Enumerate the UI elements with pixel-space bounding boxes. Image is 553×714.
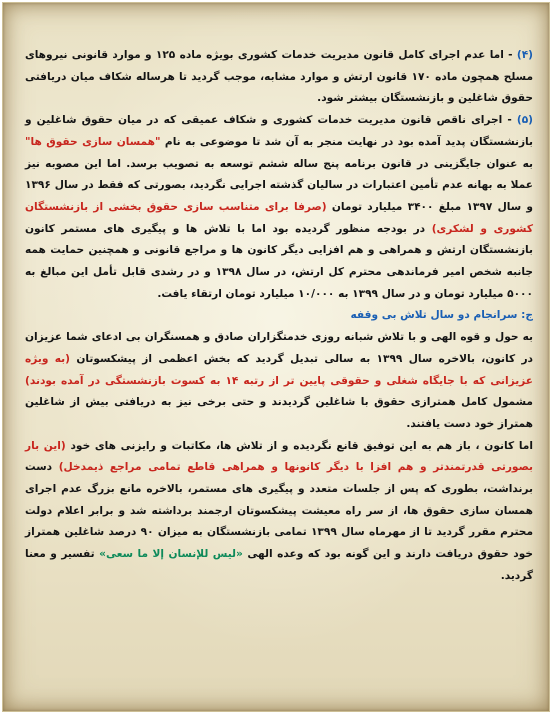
highlighted-text: (صرفا برای متناسب سازی حقوق بخشی از بازنشستگان کشوری و لشکری): [25, 200, 533, 235]
highlighted-text: "همسان سازی حقوق ها": [25, 135, 161, 148]
paragraph-text: تفسیر و معنا گردید.: [25, 548, 533, 582]
highlighted-text: (این بار بصورتی قدرتمندتر و هم افزا با دیگر کانونها و همراهی قاطع تمامی مراجع ذیمدخل): [25, 439, 533, 474]
document-page: [2, 2, 550, 712]
paragraph-pj: [25, 305, 533, 327]
paragraph-text: دست برنداشت، بطوری که پس از جلسات متعدد و پیگیری های مستمر، بالاخره مانع بزرگ عدم اجرای همسان سازی حقوق ها، از سر راه معیشت پیشکسوتان ارجمند برداشته شد و برابر اعلام دولت محترم مقرر گردید تا از مهرماه سال ۱۳۹۹ تمامی بازنشستگان به میزان ۹۰ درصد شاغلین همتراز خود حقوق دریافت دارند و این گونه بود که وعده الهی: [25, 461, 534, 561]
document-body: [25, 45, 533, 588]
paragraph-text: در بودجه منظور گردیده بود اما با تلاش ها و پیگیری های مستمر کانون بازنشستگان ارتش و همراهی و هم افزایی دیگر کانون ها و مراجع قانونی و همچنین حمایت همه جانبه شخص امیر فرماندهی محترم کل ارتش، در سال ۱۳۹۸ و در رشدی قابل تأمل این مبالغ به ۵۰۰۰ میلیارد تومان و در سال ۱۳۹۹ به ۱۰/۰۰۰ میلیارد تومان ارتقاء یافت.: [25, 222, 533, 300]
item-number: (۵): [516, 114, 533, 127]
paragraph-p7: [25, 436, 533, 588]
item-number: (۴): [516, 49, 533, 61]
paragraph-text: - اجرای ناقص قانون مدیریت خدمات کشوری و شکاف عمیقی که در میان حقوق شاغلین و بازنشستگان پدید آمده بود در نهایت منجر به آن شد تا موضوعی به نام: [25, 114, 534, 148]
paragraph-p6: [25, 327, 533, 436]
highlighted-text: «لیس للإنسان إلا ما سعی»: [99, 548, 243, 561]
paragraph-text: اما کانون ، باز هم به این توفیق قانع نگردیده و از تلاش ها، مکاتبات و رایزنی های خود: [65, 439, 533, 452]
paragraph-text: مشمول کامل همترازی حقوق با شاغلین گردیدند و حتی برخی نیز به دریافتی بیش از شاغلین همتراز خود دست یافتند.: [25, 396, 533, 430]
paragraph-text: - اما عدم اجرای کامل قانون مدیریت خدمات کشوری بویژه ماده ۱۲۵ و موارد قانونی نیروهای مسلح همچون ماده ۱۷۰ قانون ارتش و موارد مشابه، موجب گردید تا هرساله شکاف میان دریافتی حقوق شاغلین و بازنشستگان بیشتر شود.: [25, 49, 533, 105]
highlighted-text: ج: سرانجام دو سال تلاش بی وقفه: [350, 309, 533, 322]
paragraph-p5: [25, 110, 533, 305]
paragraph-text: به حول و قوه الهی و با تلاش شبانه روزی خدمتگزاران صادق و همسنگران بی ادعای شما عزیزان در کانون، بالاخره سال ۱۳۹۹ به سالی تبدیل گردید که بخش اعظمی از پیشکسوتان: [25, 331, 533, 365]
paragraph-text: به عنوان جایگزینی در قانون برنامه پنج ساله ششم توسعه به تصویب برسد. اما این مصوبه نیز عملا به بهانه عدم تأمین اعتبارات در سالیان گذشته اجرایی نگردید، بصورتی که فقط در سال ۱۳۹۶ و سال ۱۳۹۷ مبلغ ۳۴۰۰ میلیارد تومان: [25, 157, 533, 213]
highlighted-text: (به ویژه عزیزانی که با جایگاه شغلی و حقوقی پایین تر از رتبه ۱۴ به کسوت بازنشستگی در آمده بودند): [25, 352, 533, 387]
paragraph-p4: [25, 45, 533, 110]
